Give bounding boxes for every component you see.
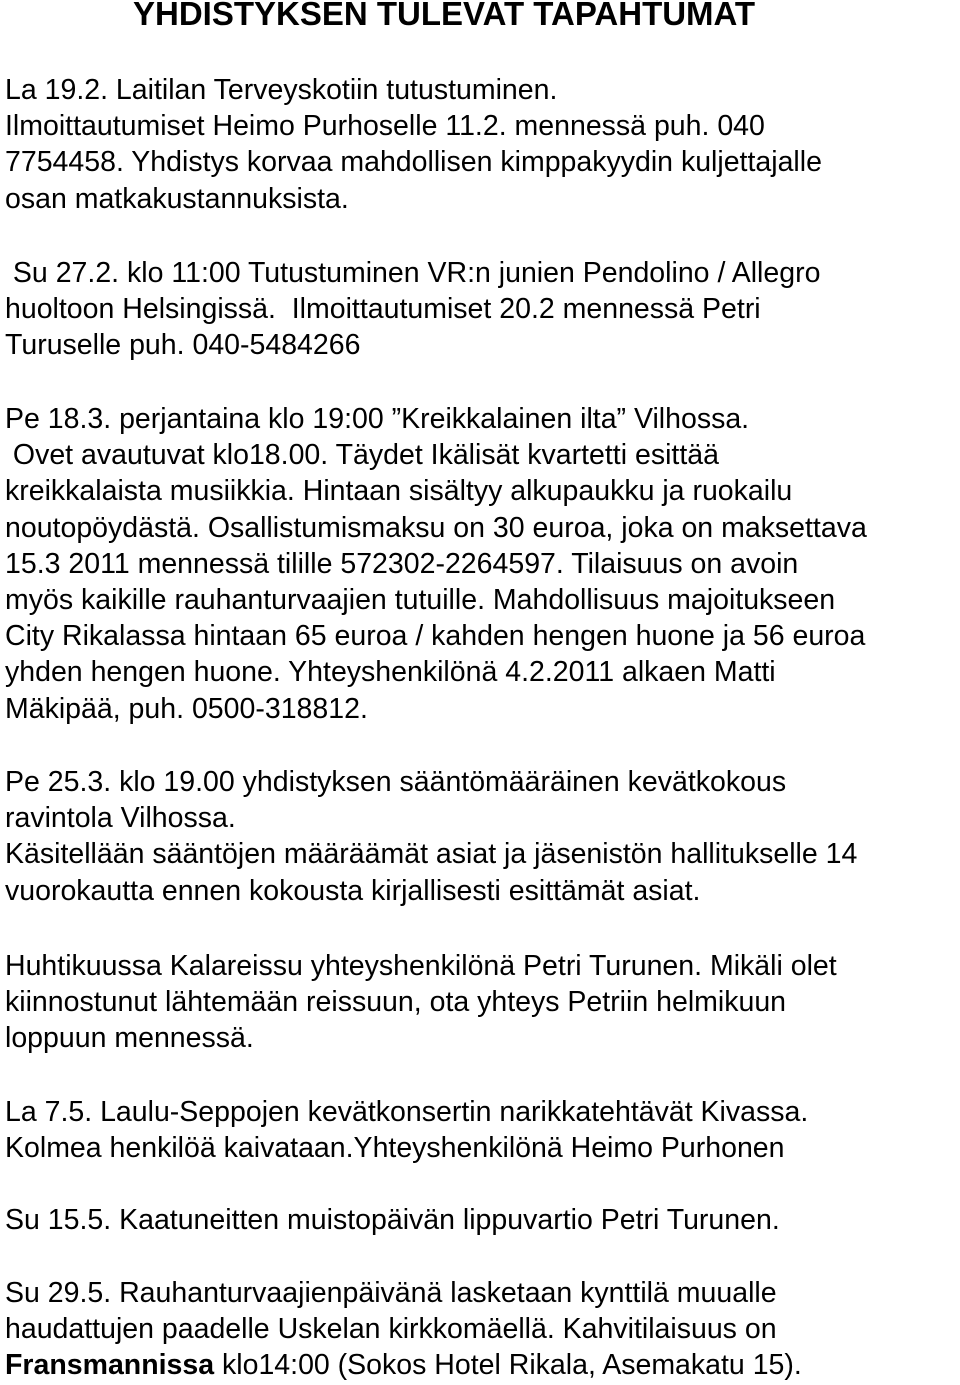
event-line: City Rikalassa hintaan 65 euroa / kahden hengen huone ja 56 euroa [5, 620, 866, 653]
event-terveyskoti [5, 72, 960, 217]
event-line: Ilmoittautumiset Heimo Purhoselle 11.2. mennessä puh. 040 [5, 110, 765, 143]
event-line: loppuun mennessä. [5, 1022, 254, 1055]
page-title: YHDISTYKSEN TULEVAT TAPAHTUMAT [133, 0, 756, 32]
event-kalareissu [5, 948, 960, 1057]
event-vr-pendolino [5, 255, 960, 364]
event-line: noutopöydästä. Osallistumismaksu on 30 euroa, joka on maksettava [5, 511, 867, 544]
event-kaatuneitten-muistopaiva [5, 1202, 960, 1238]
event-line: Kolmea henkilöä kaivataan.Yhteyshenkilönä Heimo Purhonen [5, 1132, 785, 1165]
event-line: haudattujen paadelle Uskelan kirkkomäellä. Kahvitilaisuus on [5, 1313, 777, 1346]
event-line: Su 29.5. Rauhanturvaajienpäivänä lasketaan kynttilä muualle [5, 1277, 777, 1309]
event-line: Su 27.2. klo 11:00 Tutustuminen VR:n junien Pendolino / Allegro [5, 257, 821, 289]
event-rauhanturvaajienpaiva [5, 1275, 960, 1384]
venue-name: Fransmannissa [5, 1349, 215, 1382]
event-line: huoltoon Helsingissä. Ilmoittautumiset 20.2 mennessä Petri [5, 293, 761, 326]
event-line: Turuselle puh. 040-5484266 [5, 329, 361, 362]
event-line: osan matkakustannuksista. [5, 182, 349, 215]
event-line: kreikkalaista musiikkia. Hintaan sisältyy alkupaukku ja ruokailu [5, 475, 793, 508]
event-line: 15.3 2011 mennessä tilille 572302-2264597. Tilaisuus on avoin [5, 547, 799, 580]
event-line: yhden hengen huone. Yhteyshenkilönä 4.2.2011 alkaen Matti [5, 656, 776, 689]
event-line: Ovet avautuvat klo18.00. Täydet Ikälisät kvartetti esittää [5, 439, 719, 472]
event-line: vuorokautta ennen kokousta kirjallisesti esittämät asiat. [5, 874, 701, 907]
event-line: Su 15.5. Kaatuneitten muistopäivän lippuvartio Petri Turunen. [5, 1204, 780, 1236]
event-kreikkalainen-ilta [5, 401, 960, 727]
event-time-address: klo14:00 (Sokos Hotel Rikala, Asemakatu 15). [214, 1349, 802, 1382]
event-line-last [5, 1347, 960, 1383]
event-line: Huhtikuussa Kalareissu yhteyshenkilönä Petri Turunen. Mikäli olet [5, 950, 837, 982]
event-line: Käsitellään sääntöjen määräämät asiat ja jäsenistön hallitukselle 14 [5, 838, 858, 871]
event-line: Pe 18.3. perjantaina klo 19:00 ”Kreikkalainen ilta” Vilhossa. [5, 403, 750, 435]
event-line: myös kaikille rauhanturvaajien tutuille. Mahdollisuus majoitukseen [5, 583, 836, 616]
event-line: 7754458. Yhdistys korvaa mahdollisen kimppakyydin kuljettajalle [5, 146, 822, 179]
event-line: Pe 25.3. klo 19.00 yhdistyksen sääntömääräinen kevätkokous [5, 766, 787, 798]
event-line: kiinnostunut lähtemään reissuun, ota yhteys Petriin helmikuun [5, 986, 787, 1019]
event-line: Mäkipää, puh. 0500-318812. [5, 692, 368, 725]
event-line: ravintola Vilhossa. [5, 802, 236, 835]
event-line: La 19.2. Laitilan Terveyskotiin tutustuminen. [5, 74, 558, 106]
event-line: La 7.5. Laulu-Seppojen kevätkonsertin narikkatehtävät Kivassa. [5, 1096, 809, 1128]
event-laulu-seppojen-konsertti [5, 1094, 960, 1166]
event-kevatkokous [5, 764, 960, 909]
